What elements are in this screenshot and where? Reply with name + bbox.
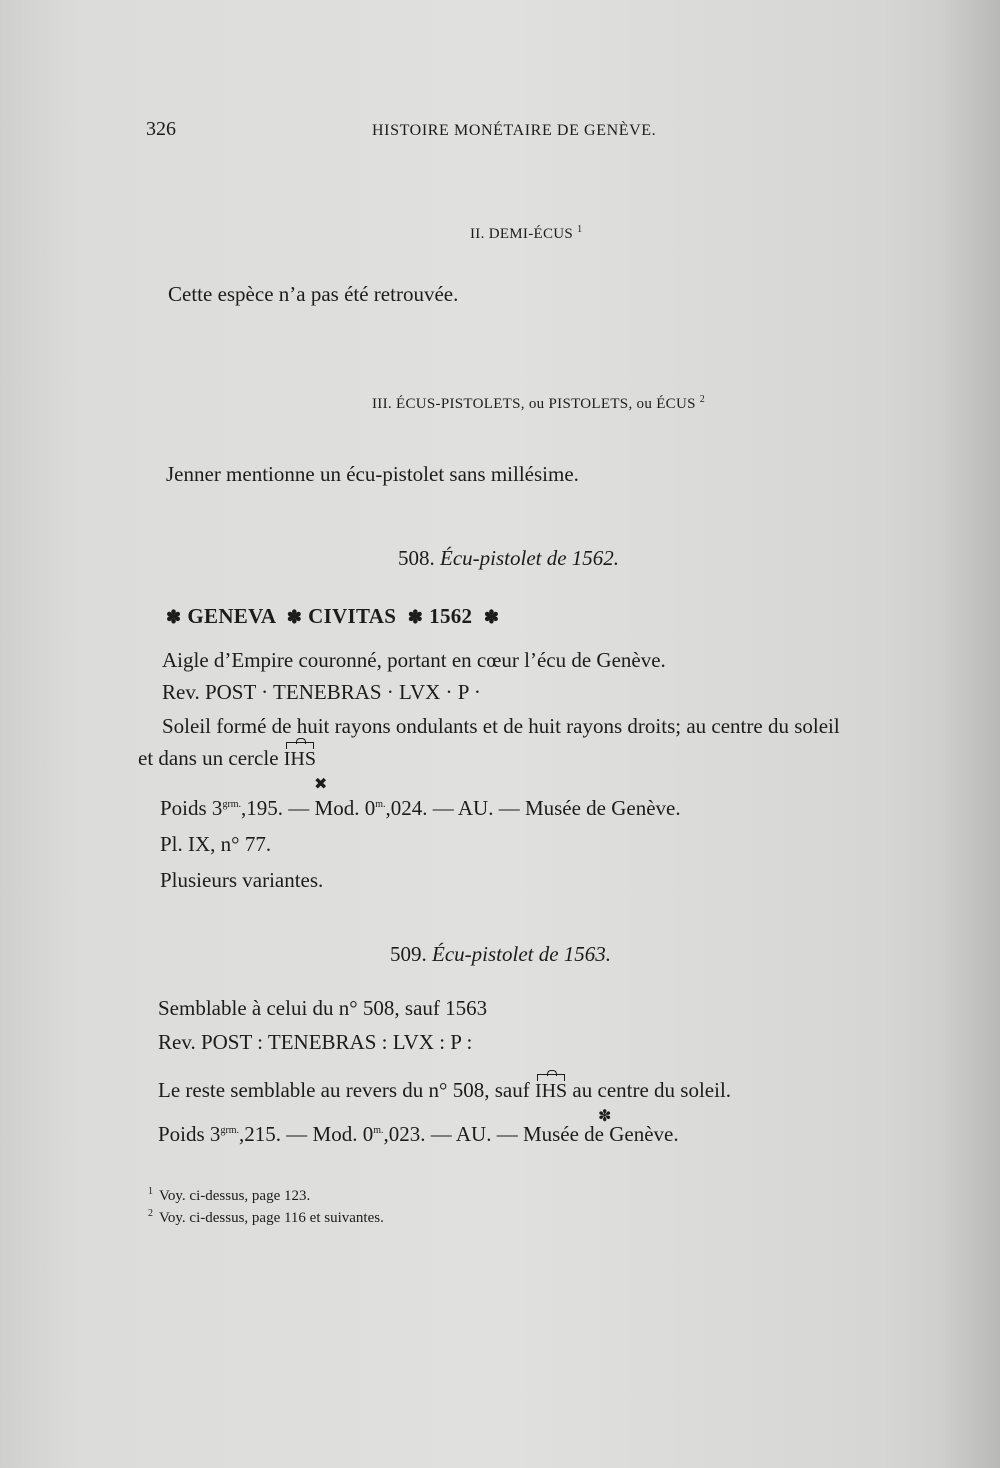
section-3-heading: [372, 396, 705, 413]
entry-508-variants: Plusieurs variantes.: [160, 868, 324, 892]
cross-mark-icon: ✖: [314, 776, 328, 793]
footnote-2-text: Voy. ci-dessus, page 116 et suivantes.: [159, 1210, 384, 1226]
section-2-heading: [470, 226, 582, 243]
section-3-heading-text: III. ÉCUS-PISTOLETS, ou PISTOLETS, ou ÉCUS: [372, 396, 696, 412]
ihs-bar-decoration: [286, 742, 314, 749]
entry-509-rest: [158, 1074, 731, 1103]
entry-509-reverse: Rev. POST : TENEBRAS : LVX : P :: [158, 1030, 473, 1054]
entry-508-description-1: Soleil formé de huit rayons ondulants et de huit rayons droits; au centre du soleil: [162, 714, 840, 738]
ihs-monogram: [535, 1074, 567, 1103]
description-2-text: et dans un cercle: [138, 746, 279, 770]
flower-icon: ✽: [598, 1108, 612, 1125]
entry-508-plate: Pl. IX, n° 77.: [160, 832, 272, 856]
footnote-ref-2: 2: [699, 394, 706, 405]
entry-508-weight: [160, 796, 681, 821]
weight-unit: grm.: [222, 799, 242, 810]
mod-rest: ,023. — AU. — Musée de Genève.: [383, 1122, 679, 1146]
running-title: HISTOIRE MONÉTAIRE DE GENÈVE.: [372, 122, 657, 139]
entry-509-title-text: Écu-pistolet de 1563.: [432, 942, 612, 966]
mod-unit: m.: [373, 1125, 384, 1136]
entry-508-description-2: [138, 742, 316, 771]
flower-icon: ✽: [166, 607, 182, 627]
entry-508-title: [398, 546, 619, 571]
legend-word-3: 1562: [429, 604, 473, 628]
section-2-text: Cette espèce n’a pas été retrouvée.: [168, 282, 459, 306]
entry-509-similar: Semblable à celui du n° 508, sauf 1563: [158, 996, 488, 1020]
footnote-2-ref: 2: [148, 1208, 153, 1219]
entry-508-legend: [166, 604, 505, 629]
section-3-text: Jenner mentionne un écu-pistolet sans millésime.: [166, 462, 579, 486]
flower-icon: ✽: [407, 607, 424, 627]
ihs-text: IHS: [534, 1080, 568, 1102]
entry-509-number: 509.: [390, 942, 427, 966]
footnote-1: [148, 1186, 310, 1205]
ihs-monogram: [284, 742, 316, 771]
weight-prefix: Poids 3: [160, 796, 223, 820]
legend-word-1: GENEVA: [187, 604, 276, 628]
weight-rest: ,215. — Mod. 0: [239, 1122, 374, 1146]
weight-rest: ,195. — Mod. 0: [241, 796, 376, 820]
rest-suffix: au centre du soleil.: [572, 1078, 732, 1102]
footnote-1-ref: 1: [148, 1186, 153, 1197]
entry-508-title-text: Écu-pistolet de 1562.: [440, 546, 620, 570]
footnote-2: [148, 1208, 384, 1227]
mod-unit: m.: [375, 799, 386, 810]
weight-unit: grm.: [220, 1125, 240, 1136]
entry-508-number: 508.: [398, 546, 435, 570]
rest-prefix: Le reste semblable au revers du n° 508, sauf: [158, 1078, 530, 1102]
flower-icon: ✽: [483, 607, 500, 627]
footnote-1-text: Voy. ci-dessus, page 123.: [159, 1188, 311, 1204]
entry-509-title: [390, 942, 611, 967]
section-2-heading-text: II. DEMI-ÉCUS: [470, 226, 574, 242]
entry-508-obverse: Aigle d’Empire couronné, portant en cœur l’écu de Genève.: [162, 648, 666, 672]
ihs-bar-decoration: [537, 1074, 565, 1081]
ihs-text: IHS: [283, 748, 316, 770]
legend-word-2: CIVITAS: [308, 604, 397, 628]
flower-icon: ✽: [286, 607, 303, 627]
entry-508-reverse: Rev. POST · TENEBRAS · LVX · P ·: [162, 680, 481, 704]
entry-509-weight: [158, 1122, 679, 1147]
page-edge-shadow: [940, 0, 1000, 1468]
footnote-ref-1: 1: [577, 224, 583, 235]
page-number: 326: [146, 118, 176, 140]
weight-prefix: Poids 3: [158, 1122, 221, 1146]
mod-rest: ,024. — AU. — Musée de Genève.: [385, 796, 681, 820]
